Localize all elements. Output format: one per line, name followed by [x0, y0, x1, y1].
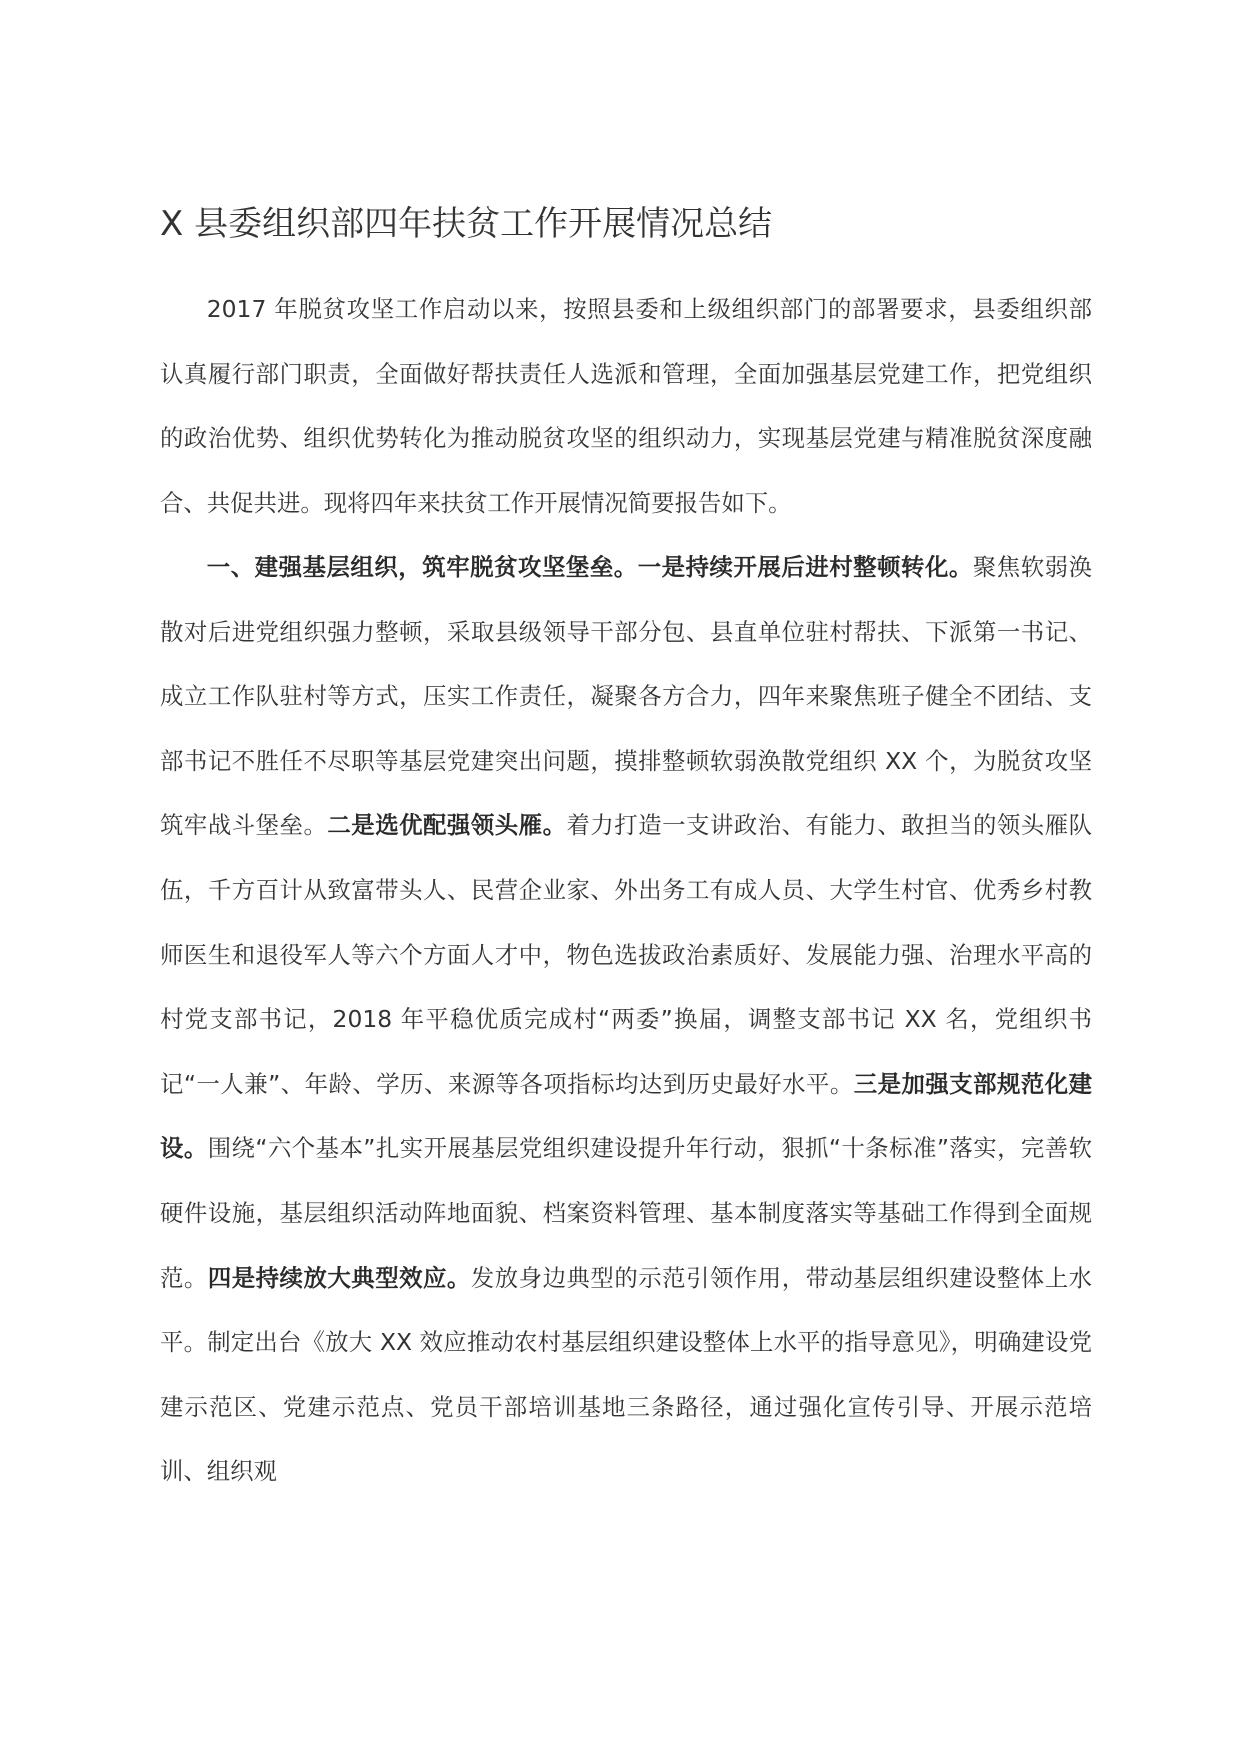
intro-paragraph: 2017 年脱贫攻坚工作启动以来，按照县委和上级组织部门的部署要求，县委组织部认真履行部门职责，全面做好帮扶责任人选派和管理，全面加强基层党建工作，把党组织的政治优势、组织优势转化为推动脱贫攻坚的组织动力，实现基层党建与精准脱贫深度融合、共促共进。现将四年来扶贫工作开展情况简要报告如下。: [160, 295, 1092, 517]
point-2-heading: 二是选优配强领头雁。: [327, 811, 567, 840]
point-1-text: 聚焦软弱涣散对后进党组织强力整顿，采取县级领导干部分包、县直单位驻村帮扶、下派第一书记、成立工作队驻村等方式，压实工作责任，凝聚各方合力，四年来聚焦班子健全不团结、支部书记不胜任不尽职等基层党建突出问题，摸排整顿软弱涣散党组织 XX 个，为脱贫攻坚筑牢战斗堡垒。: [160, 553, 1093, 840]
section-1-paragraph: [160, 535, 1092, 1504]
section-1-heading: 一、建强基层组织，筑牢脱贫攻坚堡垒。: [206, 553, 638, 581]
point-4-heading: 四是持续放大典型效应。: [207, 1263, 471, 1292]
point-4-text: 发放身边典型的示范引领作用，带动基层组织建设整体上水平。制定出台《放大 XX 效应推动农村基层组织建设整体上水平的指导意见》，明确建设党建示范区、党建示范点、党员干部培训基地三条路径，通过强化宣传引导、开展示范培训、组织观: [160, 1263, 1093, 1486]
point-2-text: 着力打造一支讲政治、有能力、敢担当的领头雁队伍，千方百计从致富带头人、民营企业家、外出务工有成人员、大学生村官、优秀乡村教师医生和退役军人等六个方面人才中，物色选拔政治素质好、发展能力强、治理水平高的村党支部书记，2018 年平稳优质完成村“两委”换届，调整支部书记 XX 名，党组织书记“一人兼”、年龄、学历、来源等各项指标均达到历史最好水平。: [160, 811, 1092, 1098]
point-3-text: 围绕“六个基本”扎实开展基层党组织建设提升年行动，狠抓“十条标准”落实，完善软硬件设施，基层组织活动阵地面貌、档案资料管理、基本制度落实等基础工作得到全面规范。: [160, 1134, 1093, 1292]
point-1-heading: 一是持续开展后进村整顿转化。: [637, 553, 973, 581]
point-3-heading: 三是加强支部规范化建设。: [160, 1069, 1093, 1163]
document-title: X 县委组织部四年扶贫工作开展情况总结: [160, 204, 773, 244]
